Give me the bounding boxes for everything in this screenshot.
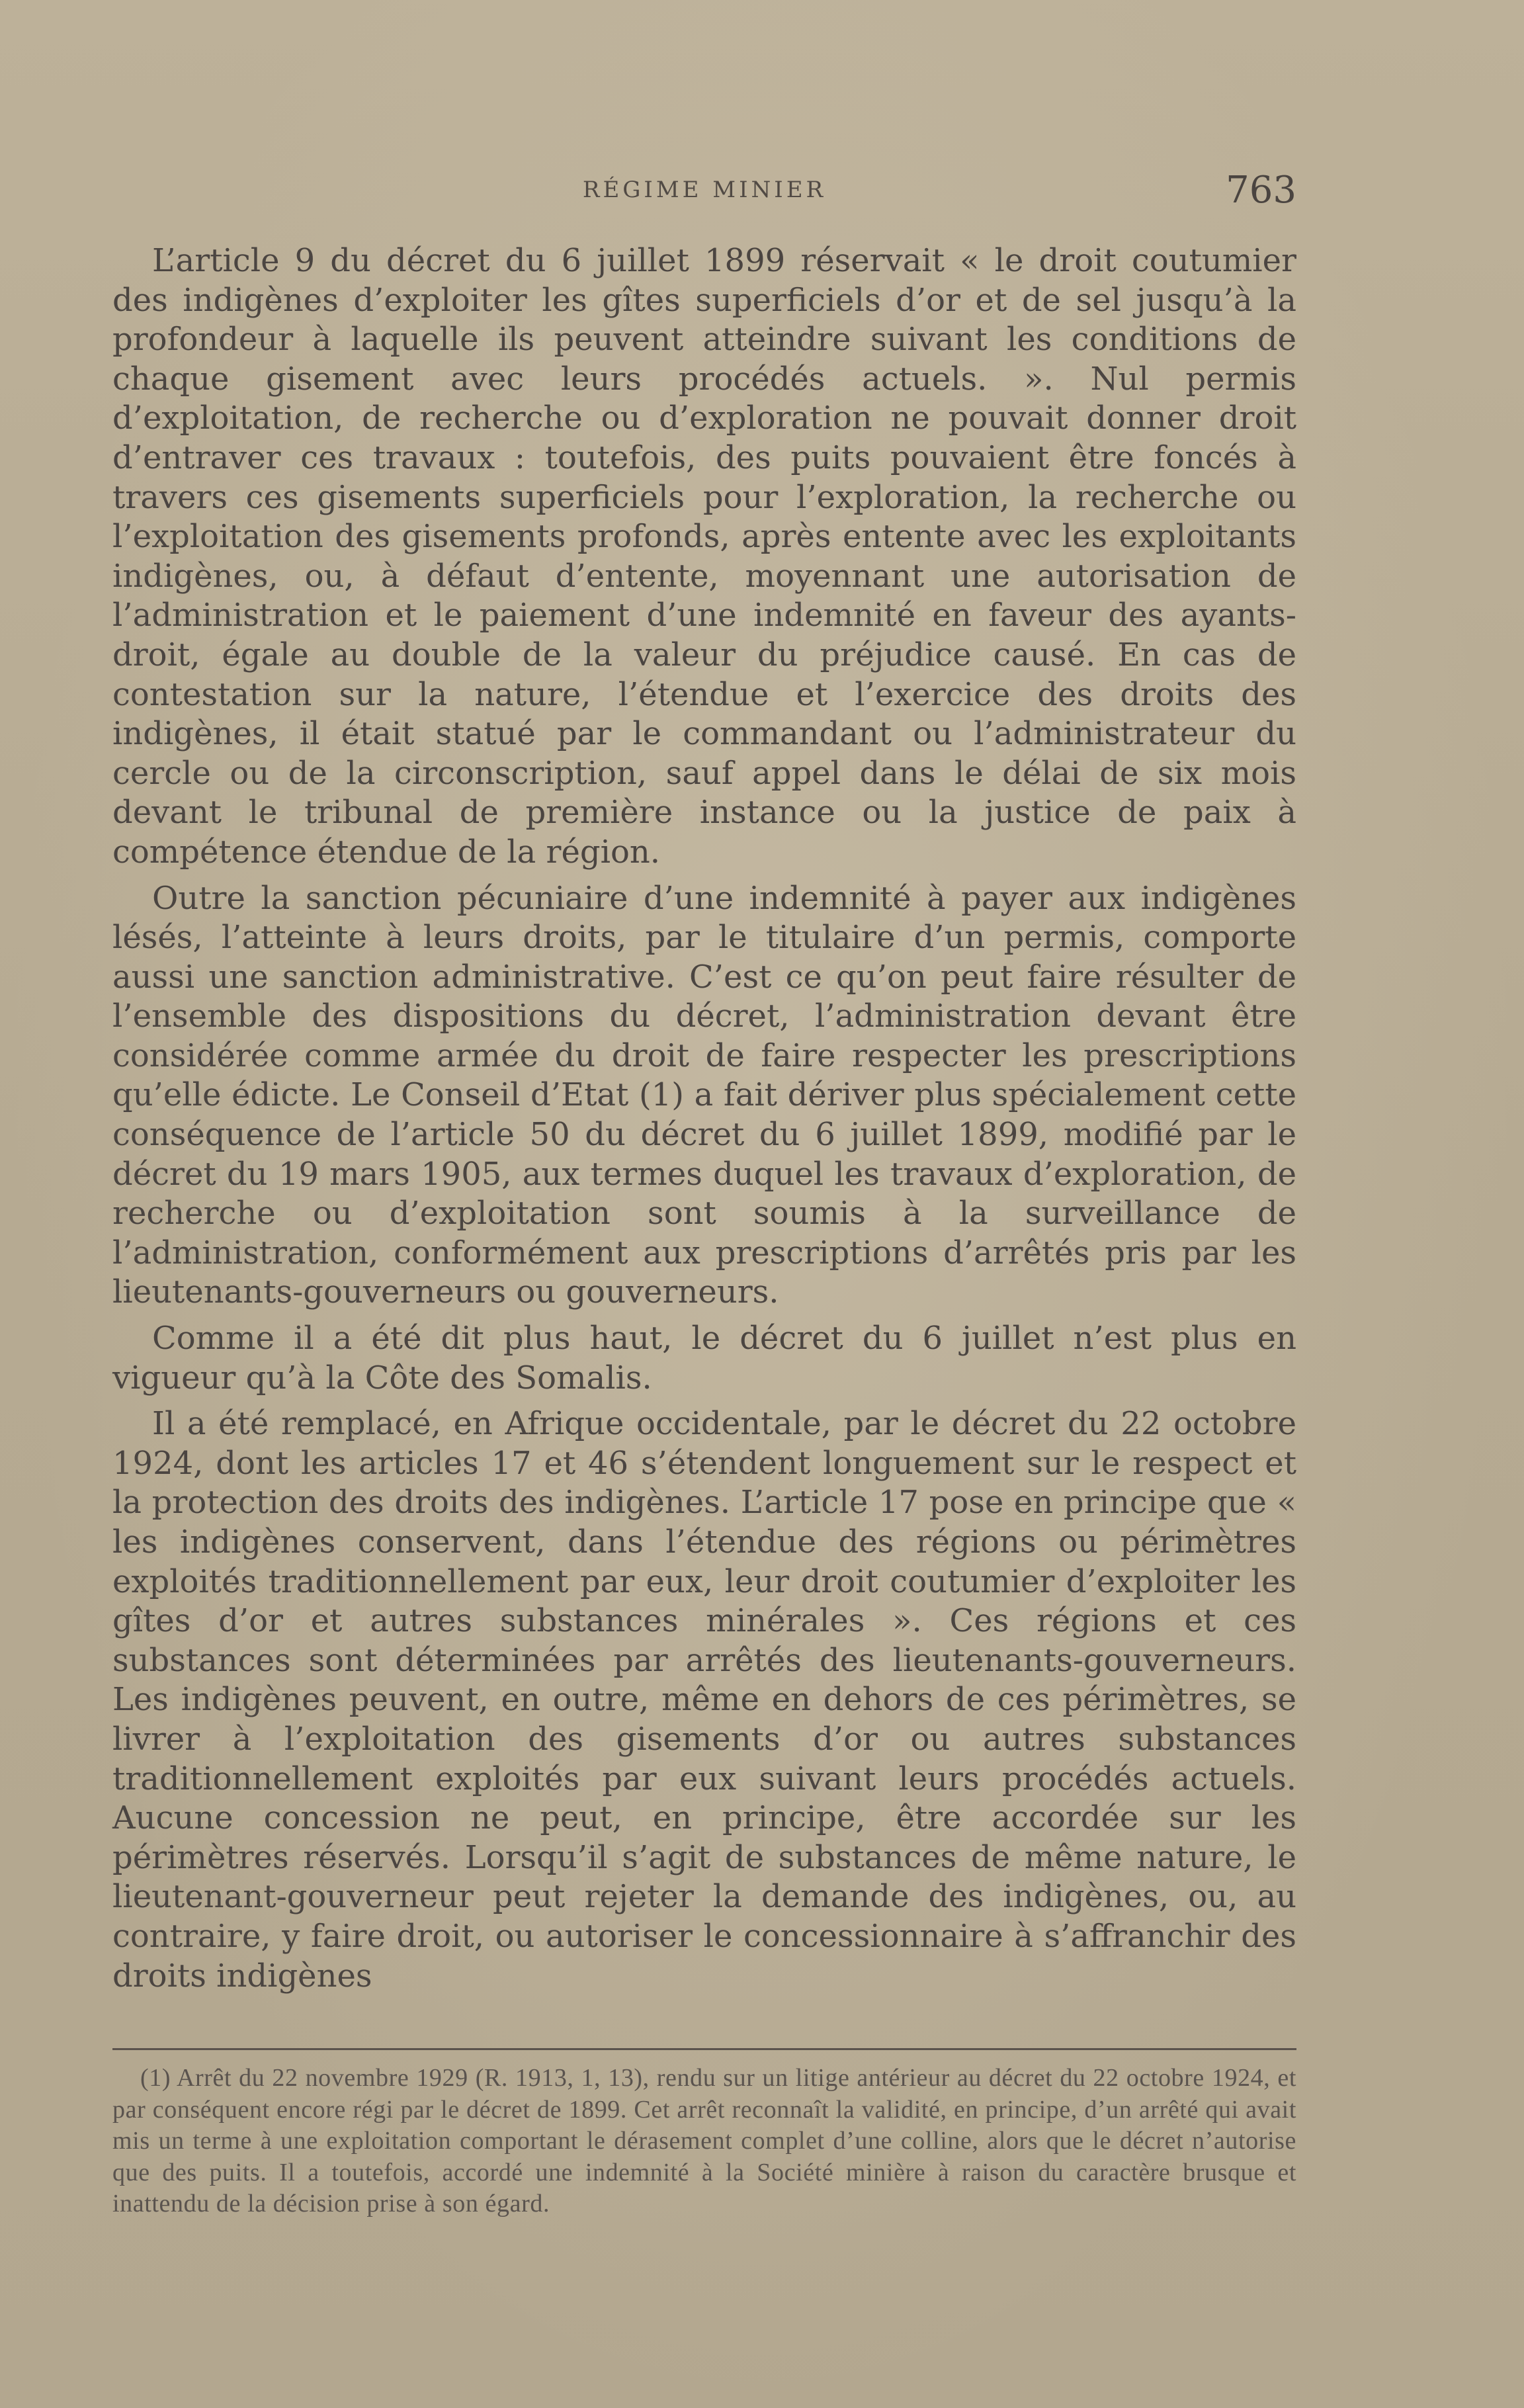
paragraph-1: L’article 9 du décret du 6 juillet 1899 réservait « le droit coutumier des indigènes d’exploiter les gîtes superficiels d’or et de sel jusqu’à la profondeur à laquelle ils peuvent atteindre suivant les conditions de chaque gisement avec leurs procédés actuels. ». Nul permis d’exploitation, de recherche ou d’exploration ne pouvait donner droit d’entraver ces travaux : toutefois, des puits pouvaient être foncés à travers ces gisements superficiels pour l’exploration, la recherche ou l’exploitation des gisements profonds, après entente avec les exploitants indigènes, ou, à défaut d’entente, moyennant une autorisation de l’administration et le paiement d’une indemnité en faveur des ayants-droit, égale au double de la valeur du préjudice causé. En cas de contestation sur la nature, l’étendue et l’exercice des droits des indigènes, il était statué par le commandant ou l’administrateur du cercle ou de la circonscription, sauf appel dans le délai de six mois devant le tribunal de première instance ou la justice de paix à compétence étendue de la région.	[112, 242, 1296, 871]
running-title: RÉGIME MINIER	[582, 177, 827, 203]
page-number: 763	[1226, 169, 1296, 212]
page-header	[112, 169, 1296, 222]
footnote: (1) Arrêt du 22 novembre 1929 (R. 1913, 1, 13), rendu sur un litige antérieur au décret du 22 octobre 1924, et par conséquent encore régi par le décret de 1899. Cet arrêt reconnaît la validité, en principe, d’un arrêté qui avait mis un terme à une exploitation comportant le dérasement complet d’une colline, alors que le décret n’autorise que des puits. Il a toutefois, accordé une indemnité à la Société minière à raison du caractère brusque et inattendu de la décision prise à son égard.	[112, 2064, 1296, 2217]
body-text	[112, 241, 1296, 1996]
paragraph-4: Il a été remplacé, en Afrique occidentale, par le décret du 22 octobre 1924, dont les articles 17 et 46 s’étendent longuement sur le respect et la protection des droits des indigènes. L’article 17 pose en principe que « les indigènes conservent, dans l’étendue des régions ou périmètres exploités traditionnellement par eux, leur droit coutumier d’exploiter les gîtes d’or et autres substances minérales ». Ces régions et ces substances sont déterminées par arrêtés des lieutenants-gouverneurs. Les indigènes peuvent, en outre, même en dehors de ces périmètres, se livrer à l’exploitation des gisements d’or ou autres substances traditionnellement exploités par eux suivant leurs procédés actuels. Aucune concession ne peut, en principe, être accordée sur les périmètres réservés. Lorsqu’il s’agit de substances de même nature, le lieutenant-gouverneur peut rejeter la demande des indigènes, ou, au contraire, y faire droit, ou autoriser le concessionnaire à s’affranchir des droits indigènes	[112, 1405, 1296, 1995]
paragraph-3: Comme il a été dit plus haut, le décret du 6 juillet n’est plus en vigueur qu’à la Côte des Somalis.	[112, 1320, 1296, 1397]
paragraph-2: Outre la sanction pécuniaire d’une indemnité à payer aux indigènes lésés, l’atteinte à leurs droits, par le titulaire d’un permis, comporte aussi une sanction administrative. C’est ce qu’on peut faire résulter de l’ensemble des dispositions du décret, l’administration devant être considérée comme armée du droit de faire respecter les prescriptions qu’elle édicte. Le Conseil d’Etat (1) a fait dériver plus spécialement cette conséquence de l’article 50 du décret du 6 juillet 1899, modifié par le décret du 19 mars 1905, aux termes duquel les travaux d’exploration, de recherche ou d’exploitation sont soumis à la surveillance de l’administration, conformément aux prescriptions d’arrêtés pris par les lieutenants-gouverneurs ou gouverneurs.	[112, 879, 1296, 1311]
footnote-rule	[112, 2048, 1296, 2050]
